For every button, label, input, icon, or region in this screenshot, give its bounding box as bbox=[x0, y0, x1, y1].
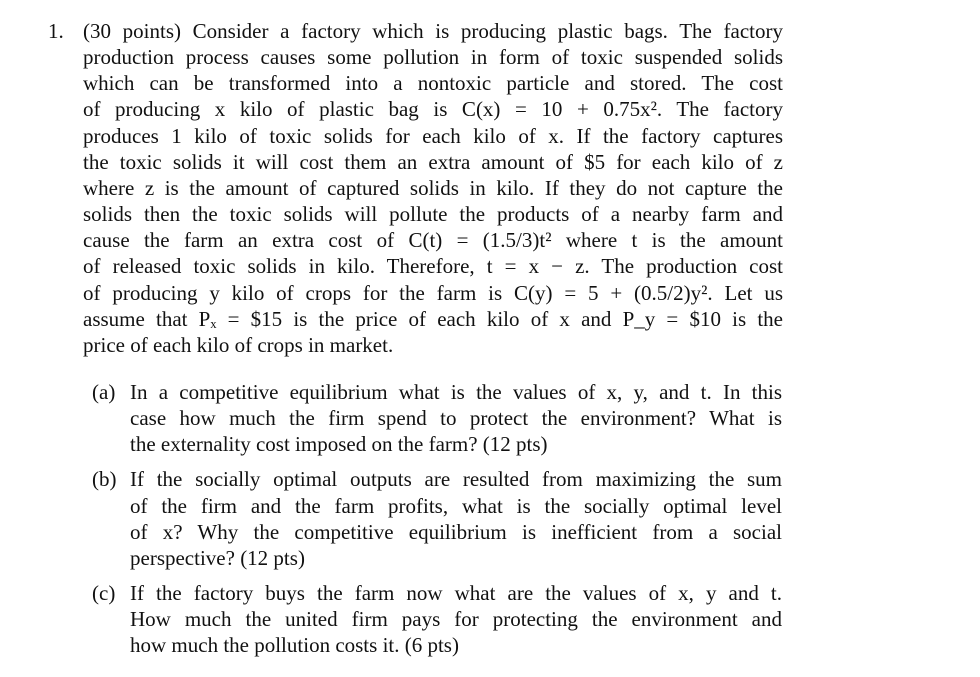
problem-statement bbox=[83, 18, 783, 358]
part-line: the externality cost imposed on the farm? (12 pts) bbox=[130, 432, 548, 457]
statement-line: which can be transformed into a nontoxic particle and stored. The cost bbox=[83, 71, 783, 96]
statement-line: cause the farm an extra cost of C(t) = (1.5/3)t² where t is the amount bbox=[83, 228, 783, 253]
part-line: If the factory buys the farm now what are the values of x, y and t. bbox=[130, 581, 782, 606]
statement-line: (30 points) Consider a factory which is producing plastic bags. The factory bbox=[83, 19, 783, 43]
sub-questions bbox=[92, 379, 784, 668]
statement-line: of producing x kilo of plastic bag is C(x) = 10 + 0.75x². The factory bbox=[83, 97, 783, 122]
statement-line: where z is the amount of captured solids in kilo. If they do not capture the bbox=[83, 175, 783, 200]
part-a bbox=[92, 379, 784, 457]
statement-line: solids then the toxic solids will pollute the products of a nearby farm and bbox=[83, 202, 783, 227]
statement-line: price of each kilo of crops in market. bbox=[83, 332, 394, 357]
part-label: (a) bbox=[92, 380, 116, 404]
part-line: case how much the firm spend to protect the environment? What is bbox=[130, 406, 782, 431]
part-b bbox=[92, 466, 784, 571]
problem-number: 1. bbox=[48, 19, 64, 43]
part-label: (c) bbox=[92, 581, 116, 606]
part-text bbox=[130, 580, 782, 658]
part-text bbox=[130, 379, 782, 457]
part-label: (b) bbox=[92, 467, 117, 492]
statement-line: of released toxic solids in kilo. Therefore, t = x − z. The production cost bbox=[83, 254, 783, 279]
part-line: How much the united firm pays for protecting the environment and bbox=[130, 607, 782, 632]
statement-line: production process causes some pollution in form of toxic suspended solids bbox=[83, 45, 783, 70]
part-text bbox=[130, 466, 782, 571]
part-line: perspective? (12 pts) bbox=[130, 545, 305, 570]
part-line: If the socially optimal outputs are resulted from maximizing the sum bbox=[130, 467, 782, 492]
statement-line: the toxic solids it will cost them an extra amount of $5 for each kilo of z bbox=[83, 149, 783, 174]
part-line: of the firm and the farm profits, what is the socially optimal level bbox=[130, 493, 782, 518]
part-line: how much the pollution costs it. (6 pts) bbox=[130, 633, 459, 658]
part-c bbox=[92, 580, 784, 658]
part-line: In a competitive equilibrium what is the values of x, y, and t. In this bbox=[130, 380, 782, 404]
statement-line: assume that Pₓ = $15 is the price of each kilo of x and P_y = $10 is the bbox=[83, 306, 783, 331]
statement-line: produces 1 kilo of toxic solids for each kilo of x. If the factory captures bbox=[83, 123, 783, 148]
statement-line: of producing y kilo of crops for the farm is C(y) = 5 + (0.5/2)y². Let us bbox=[83, 280, 783, 305]
part-line: of x? Why the competitive equilibrium is inefficient from a social bbox=[130, 519, 782, 544]
